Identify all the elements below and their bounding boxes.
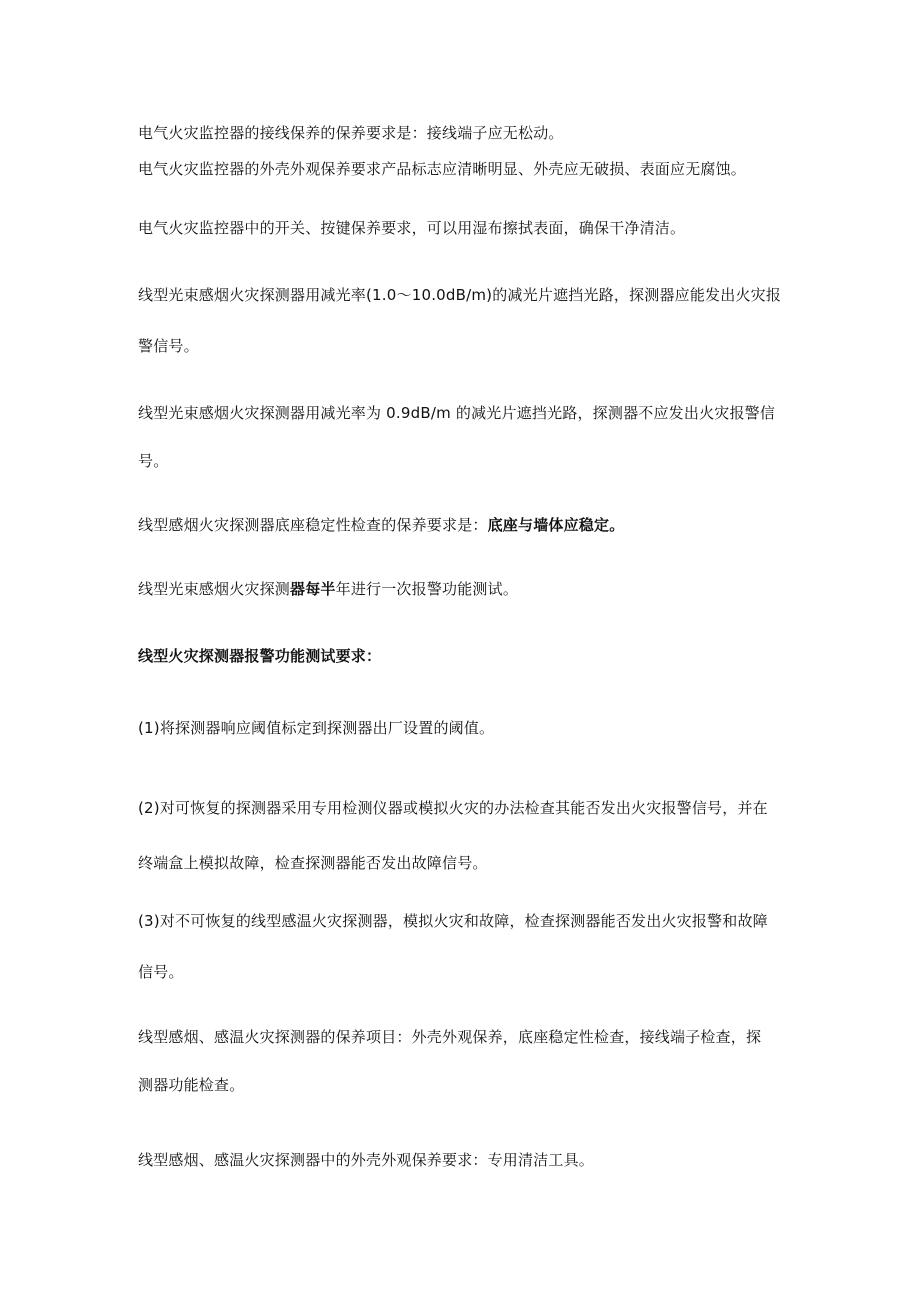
paragraph-wiring-maintenance: 电气火灾监控器的接线保养的保养要求是：接线端子应无松动。 (138, 124, 564, 142)
paragraph-beam-detector-alarm-line1: 线型光束感烟火灾探测器用减光率(1.0～10.0dB/m)的减光片遮挡光路，探测器应能发出火灾报 (138, 286, 782, 304)
paragraph-cleaning-tools: 线型感烟、感温火灾探测器中的外壳外观保养要求：专用清洁工具。 (138, 1151, 595, 1169)
list-item-3-line2: 信号。 (138, 963, 184, 981)
test-frequency-emphasis: 器每半 (290, 580, 336, 598)
paragraph-base-stability (138, 515, 798, 535)
base-stability-text: 线型感烟火灾探测器底座稳定性检查的保养要求是： (138, 516, 488, 534)
list-item-2-line1: (2)对可恢复的探测器采用专用检测仪器或模拟火灾的办法检查其能否发出火灾报警信号，并在 (138, 799, 768, 817)
paragraph-housing-maintenance: 电气火灾监控器的外壳外观保养要求产品标志应清晰明显、外壳应无破损、表面应无腐蚀。 (138, 160, 747, 178)
list-item-1: (1)将探测器响应阈值标定到探测器出厂设置的阈值。 (138, 719, 495, 737)
list-item-2-line2: 终端盒上模拟故障，检查探测器能否发出故障信号。 (138, 854, 488, 872)
paragraph-beam-detector-alarm-line2: 警信号。 (138, 337, 199, 355)
paragraph-switch-maintenance: 电气火灾监控器中的开关、按键保养要求，可以用湿布擦拭表面，确保干净清洁。 (138, 219, 686, 237)
paragraph-beam-detector-no-alarm-line1: 线型光束感烟火灾探测器用减光率为 0.9dB/m 的减光片遮挡光路，探测器不应发出火灾报警信 (138, 404, 776, 422)
paragraph-beam-detector-no-alarm-line2: 号。 (138, 452, 169, 470)
paragraph-test-frequency (138, 579, 798, 599)
test-frequency-text-end: 年进行一次报警功能测试。 (335, 580, 519, 598)
paragraph-maintenance-items-line2: 测器功能检查。 (138, 1076, 245, 1094)
paragraph-maintenance-items-line1: 线型感烟、感温火灾探测器的保养项目：外壳外观保养，底座稳定性检查，接线端子检查，探 (138, 1028, 762, 1046)
base-stability-emphasis: 底座与墙体应稳定。 (487, 516, 625, 534)
test-frequency-text-start: 线型光束感烟火灾探测 (138, 580, 291, 598)
list-item-3-line1: (3)对不可恢复的线型感温火灾探测器，模拟火灾和故障，检查探测器能否发出火灾报警和故障 (138, 912, 768, 930)
section-heading-alarm-test: 线型火灾探测器报警功能测试要求： (138, 647, 382, 665)
